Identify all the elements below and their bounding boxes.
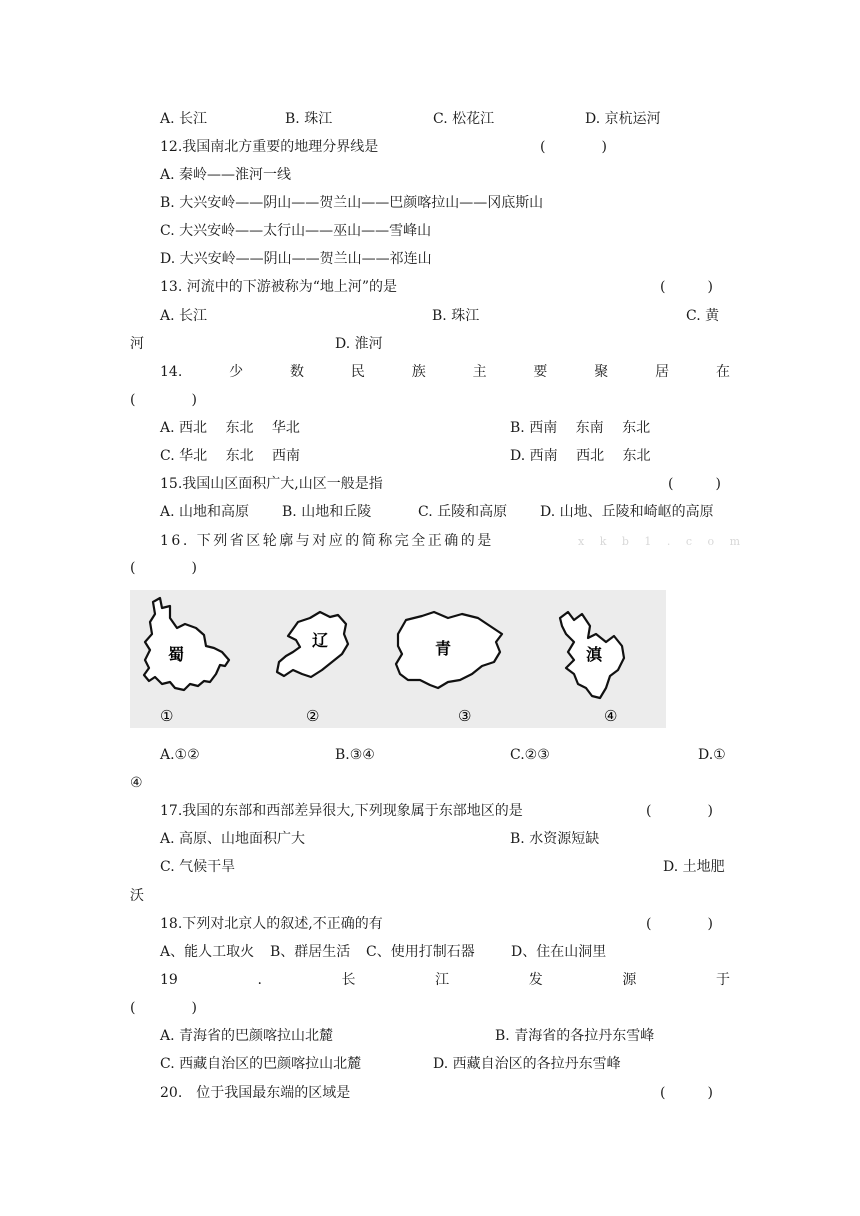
q20-answer-blank: ( ): [660, 1085, 713, 1101]
q14-stem-part: 要: [533, 364, 548, 380]
q15-option-d: D. 山地、丘陵和崎岖的高原: [540, 504, 714, 520]
q11-option-c: C. 松花江: [433, 111, 495, 127]
q14-stem-part: 主: [472, 364, 487, 380]
q13-option-c: C. 黄: [686, 308, 720, 324]
q12-stem: 12.我国南北方重要的地理分界线是: [160, 139, 379, 155]
q17-answer-blank: ( ): [646, 803, 713, 819]
q16-watermark: x k b 1 . c o m: [578, 535, 747, 548]
q19-stem-part: 发: [528, 972, 543, 988]
province-num-2: ②: [306, 707, 320, 725]
q13-option-b: B. 珠江: [432, 308, 480, 324]
q18-option-c: C、使用打制石器: [366, 944, 475, 960]
q18-option-b: B、群居生活: [270, 944, 351, 960]
q19-stem-part: 长: [341, 972, 356, 988]
q13-option-c-continued: 河: [130, 336, 144, 352]
q16-option-d-continued: ④: [130, 775, 143, 791]
q14-answer-blank: ( ): [130, 392, 197, 408]
q14-option-b: B. 西南 东南 东北: [510, 420, 651, 436]
province-outline-svg: [130, 590, 666, 728]
q13-stem: 13. 河流中的下游被称为“地上河”的是: [160, 279, 398, 295]
q14-option-a: A. 西北 东北 华北: [160, 420, 300, 436]
q11-option-d: D. 京杭运河: [585, 111, 661, 127]
q19-option-b: B. 青海省的各拉丹东雪峰: [495, 1028, 655, 1044]
q17-option-d: D. 土地肥: [663, 859, 725, 875]
q19-answer-blank: ( ): [130, 1000, 197, 1016]
province-num-3: ③: [458, 707, 472, 725]
q12-option-b: B. 大兴安岭——阴山——贺兰山——巴颜喀拉山——冈底斯山: [160, 195, 544, 211]
q19-stem-part: 19: [160, 972, 178, 988]
q12-option-d: D. 大兴安岭——阴山——贺兰山——祁连山: [160, 251, 432, 267]
q18-answer-blank: ( ): [646, 916, 713, 932]
q16-option-a: A.①②: [160, 747, 200, 763]
q15-option-a: A. 山地和高原: [160, 504, 250, 520]
q17-option-a: A. 高原、山地面积广大: [160, 831, 306, 847]
q12-option-a: A. 秦岭——淮河一线: [160, 167, 292, 183]
province-char-3: 青: [435, 639, 452, 658]
q19-option-d: D. 西藏自治区的各拉丹东雪峰: [433, 1056, 621, 1072]
q13-option-d: D. 淮河: [335, 336, 383, 352]
q16-stem: 16. 下列省区轮廓与对应的简称完全正确的是: [160, 533, 494, 549]
q15-stem: 15.我国山区面积广大,山区一般是指: [160, 476, 383, 492]
q15-option-b: B. 山地和丘陵: [282, 504, 372, 520]
q13-answer-blank: ( ): [660, 279, 713, 295]
q14-stem-part: 聚: [594, 364, 609, 380]
q16-option-c: C.②③: [510, 747, 550, 763]
q16-option-b: B.③④: [335, 747, 375, 763]
q14-stem-part: 数: [289, 364, 304, 380]
q20-stem: 20. 位于我国最东端的区域是: [160, 1085, 351, 1101]
q12-option-c: C. 大兴安岭——太行山——巫山——雪峰山: [160, 223, 432, 239]
province-num-1: ①: [160, 707, 174, 725]
q18-option-a: A、能人工取火: [160, 944, 255, 960]
q11-option-a: A. 长江: [160, 111, 208, 127]
q19-stem-part: 源: [622, 972, 637, 988]
q14-option-d: D. 西南 西北 东北: [510, 448, 651, 464]
province-outline-1: [144, 598, 229, 690]
q19-stem-part: 江: [435, 972, 450, 988]
q17-option-b: B. 水资源短缺: [510, 831, 600, 847]
q19-stem: [160, 971, 730, 989]
province-outline-figure: [130, 590, 666, 728]
province-char-2: 辽: [312, 631, 329, 650]
q14-stem-part: 在: [716, 364, 730, 380]
q19-option-a: A. 青海省的巴颜喀拉山北麓: [160, 1028, 334, 1044]
q14-stem-part: 少: [229, 364, 244, 380]
q19-option-c: C. 西藏自治区的巴颜喀拉山北麓: [160, 1056, 362, 1072]
q11-option-b: B. 珠江: [285, 111, 333, 127]
q14-stem-part: 族: [411, 364, 426, 380]
q17-stem: 17.我国的东部和西部差异很大,下列现象属于东部地区的是: [160, 803, 523, 819]
q14-stem-part: 居: [655, 364, 670, 380]
q16-answer-blank: ( ): [130, 560, 197, 576]
province-num-4: ④: [604, 707, 618, 725]
q19-stem-part: .: [257, 972, 262, 988]
province-char-4: 滇: [586, 645, 603, 664]
q17-option-d-continued: 沃: [130, 888, 144, 904]
q17-option-c: C. 气候干旱: [160, 859, 236, 875]
q15-option-c: C. 丘陵和高原: [418, 504, 508, 520]
q14-stem-part: 14.: [160, 364, 183, 380]
q18-stem: 18.下列对北京人的叙述,不正确的有: [160, 916, 383, 932]
q13-option-a: A. 长江: [160, 308, 208, 324]
q14-stem: [160, 363, 730, 381]
q19-stem-part: 于: [715, 972, 730, 988]
province-char-1: 蜀: [168, 645, 185, 664]
q16-option-d: D.①: [698, 747, 726, 763]
q15-answer-blank: ( ): [668, 476, 721, 492]
q14-option-c: C. 华北 东北 西南: [160, 448, 301, 464]
q12-answer-blank: ( ): [540, 139, 607, 155]
q14-stem-part: 民: [350, 364, 365, 380]
q18-option-d: D、住在山洞里: [511, 944, 607, 960]
